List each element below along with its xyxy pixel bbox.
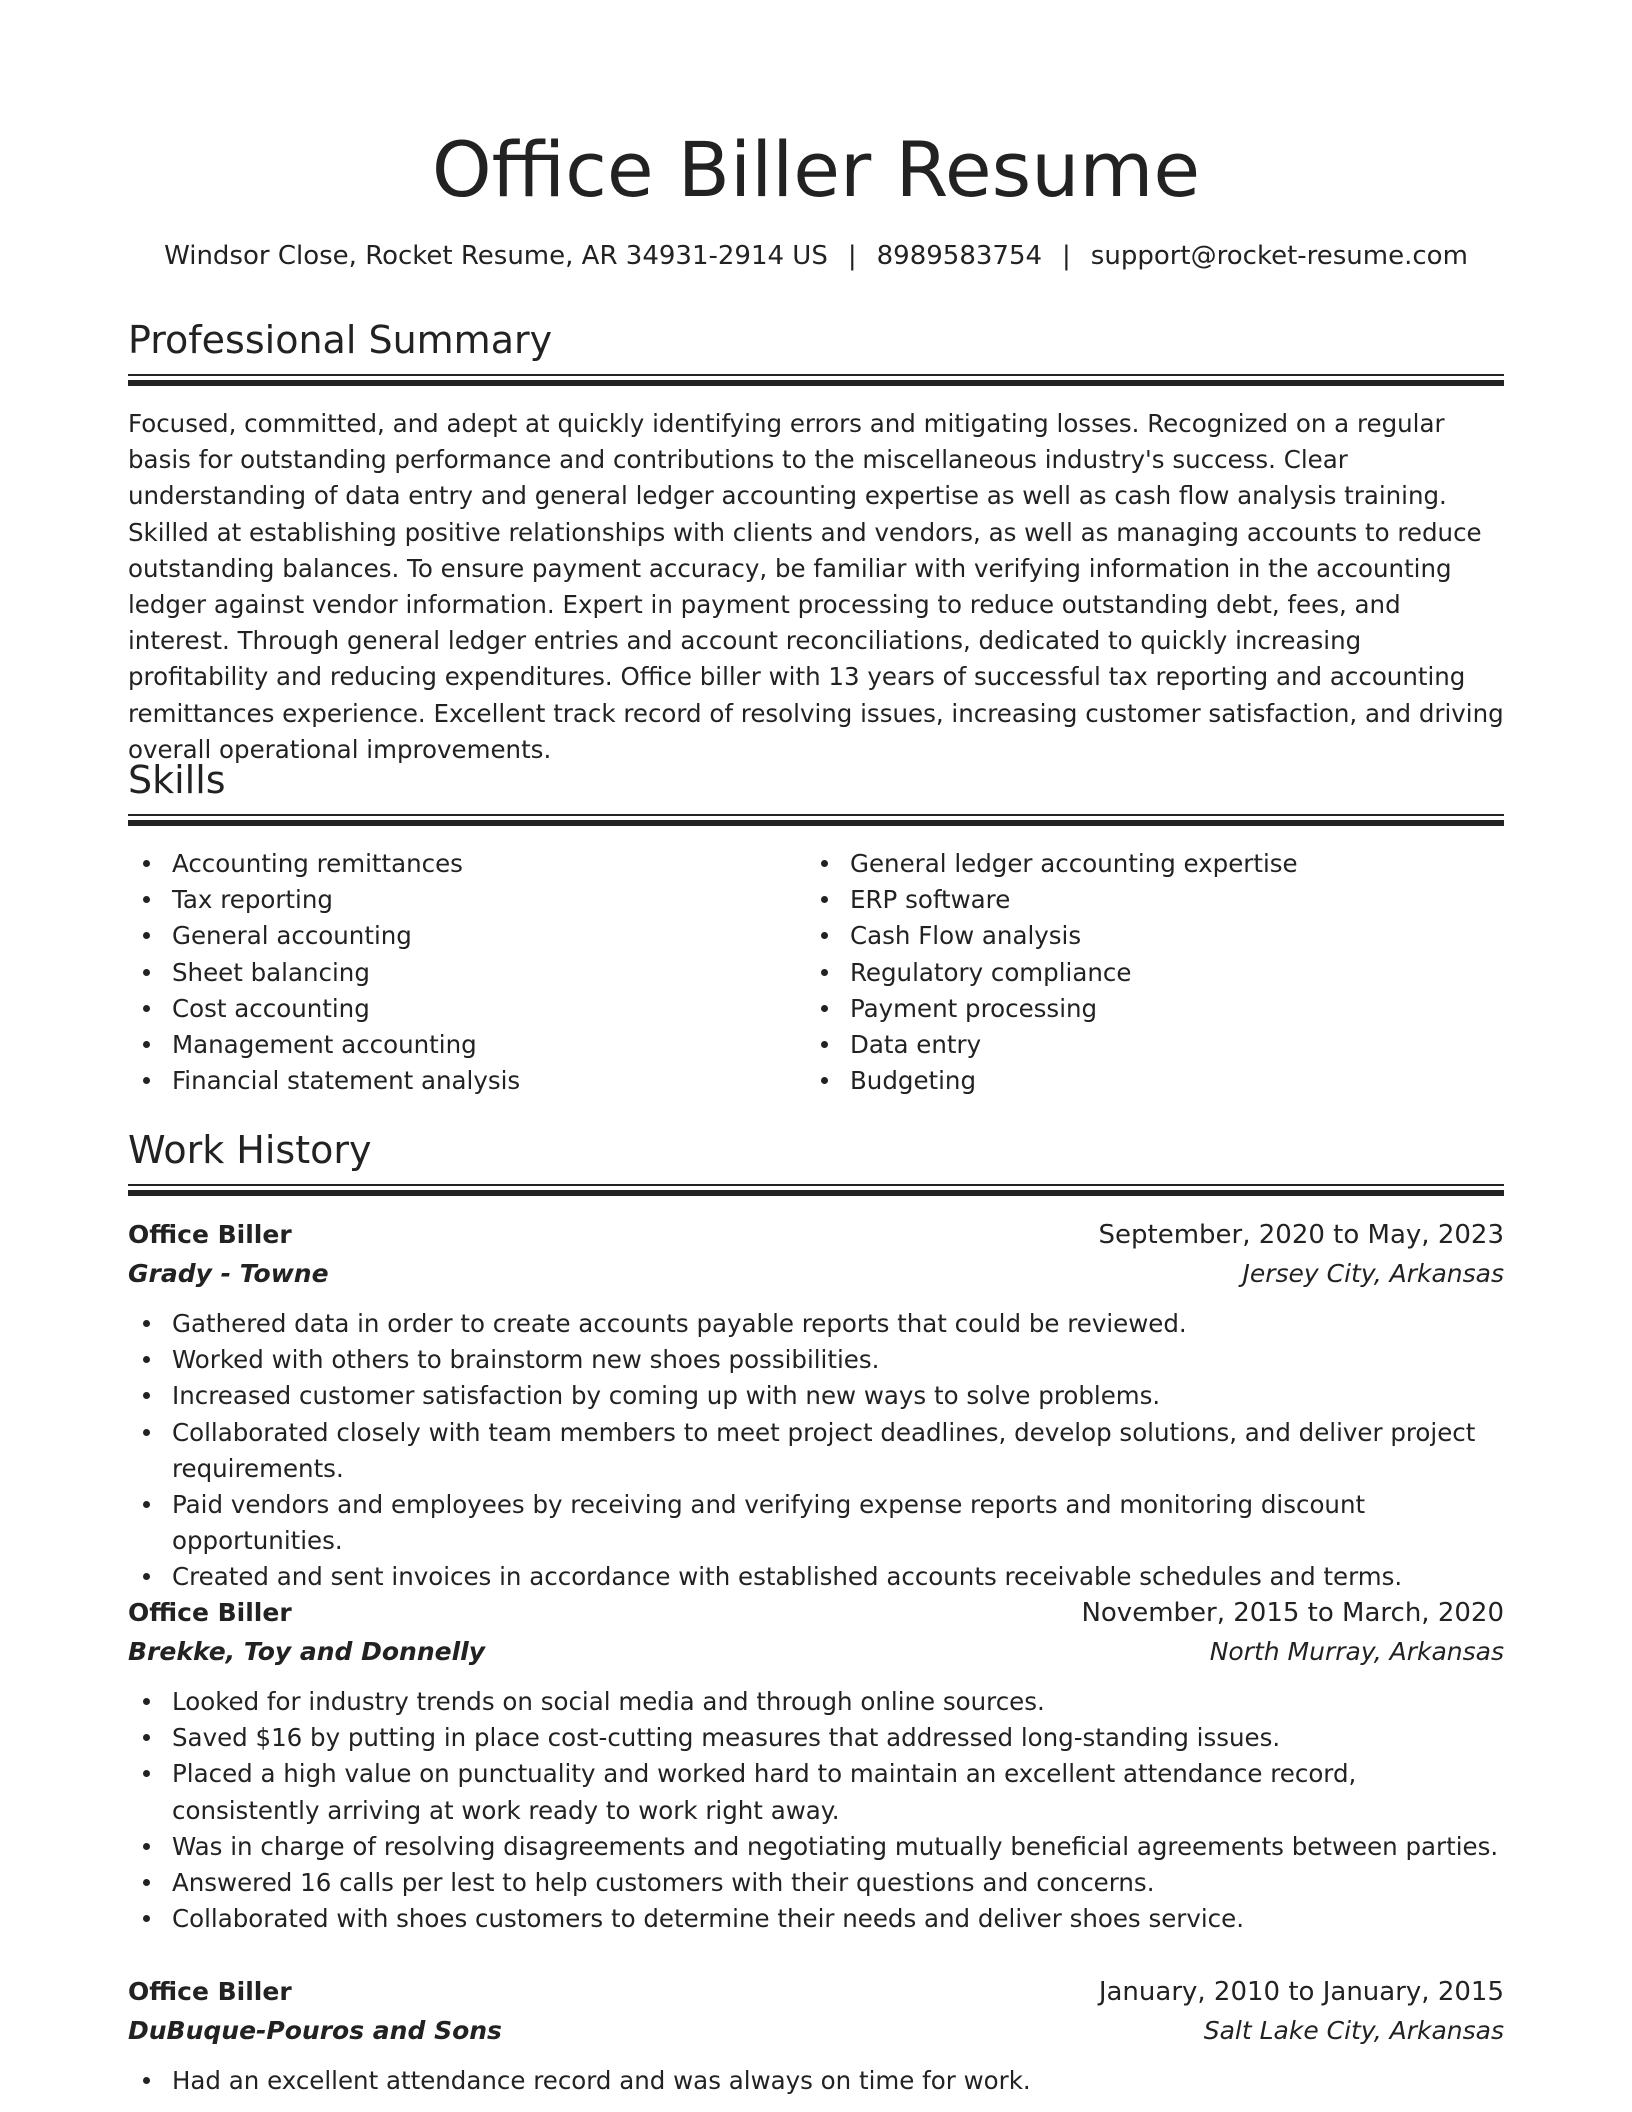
contact-separator: | [1062,241,1071,271]
contact-email: support@rocket-resume.com [1090,241,1468,271]
section-title-work-history: Work History [128,1128,372,1172]
section-divider [128,374,1504,384]
job-dates: September, 2020 to May, 2023 [1098,1220,1504,1250]
skill-item: Cash Flow analysis [806,918,1466,954]
skill-item: General ledger accounting expertise [806,846,1466,882]
skill-item: General accounting [128,918,788,954]
skill-item: Financial statement analysis [128,1063,788,1099]
section-title-skills: Skills [128,758,226,802]
job-entry [128,1594,1504,1937]
job-bullet: Looked for industry trends on social media and through online sources. [128,1684,1504,1720]
contact-phone: 8989583754 [876,241,1043,271]
contact-separator: | [847,241,857,271]
job-bullet: Was in charge of resolving disagreements and negotiating mutually beneficial agreements between parties. [128,1829,1504,1865]
skill-item: Budgeting [806,1063,1466,1099]
job-location: Jersey City, Arkansas [1242,1259,1504,1288]
summary-text: Focused, committed, and adept at quickly identifying errors and mitigating losses. Recognized on a regular basis for outstanding performance and contributions to the miscellaneous industry's success. Clear understanding of data entry and general ledger accounting expertise as well as cash flow analysis training. Skilled at establishing positive relationships with clients and vendors, as well as managing accounts to reduce outstanding balances. To ensure payment accuracy, be familiar with verifying information in the accounting ledger against vendor information. Expert in payment processing to reduce outstanding debt, fees, and interest. Through general ledger entries and account reconciliations, dedicated to quickly increasing profitability and reducing expenditures. Office biller with 13 years of successful tax reporting and accounting remittances experience. Excellent track record of resolving issues, increasing customer satisfaction, and driving overall operational improvements. [128,409,1504,764]
job-bullet: Worked with others to brainstorm new shoes possibilities. [128,1342,1504,1378]
skills-column-left [128,846,788,1099]
job-bullets [128,2063,1504,2099]
job-title: Office Biller [128,1220,292,1249]
job-bullet: Answered 16 calls per lest to help customers with their questions and concerns. [128,1865,1504,1901]
job-title: Office Biller [128,1977,292,2006]
job-location: North Murray, Arkansas [1209,1637,1504,1666]
skill-item: Accounting remittances [128,846,788,882]
job-dates: January, 2010 to January, 2015 [1098,1977,1504,2007]
section-title-summary: Professional Summary [128,318,553,362]
skill-item: Cost accounting [128,991,788,1027]
skills-list-left [128,846,788,1099]
job-bullet: Gathered data in order to create accounts payable reports that could be reviewed. [128,1306,1504,1342]
skill-item: Regulatory compliance [806,955,1466,991]
skills-list-right [806,846,1466,1099]
job-entry [128,1973,1504,2099]
job-bullet: Paid vendors and employees by receiving and verifying expense reports and monitoring discount opportunities. [128,1487,1504,1559]
skill-item: Management accounting [128,1027,788,1063]
contact-line [128,238,1504,274]
job-bullets [128,1306,1504,1596]
job-bullet: Had an excellent attendance record and was always on time for work. [128,2063,1504,2099]
skill-item: Data entry [806,1027,1466,1063]
job-bullet: Increased customer satisfaction by coming up with new ways to solve problems. [128,1378,1504,1414]
job-location: Salt Lake City, Arkansas [1203,2016,1504,2045]
job-bullets [128,1684,1504,1937]
contact-address: Windsor Close, Rocket Resume, AR 34931-2914 US [164,241,828,271]
skill-item: ERP software [806,882,1466,918]
skill-item: Sheet balancing [128,955,788,991]
skill-item: Payment processing [806,991,1466,1027]
job-company: Brekke, Toy and Donnelly [128,1637,486,1666]
job-bullet: Saved $16 by putting in place cost-cutting measures that addressed long-standing issues. [128,1720,1504,1756]
job-dates: November, 2015 to March, 2020 [1081,1598,1504,1628]
skills-column-right [806,846,1466,1099]
job-bullet: Created and sent invoices in accordance with established accounts receivable schedules and terms. [128,1559,1504,1595]
job-bullet: Collaborated closely with team members to meet project deadlines, develop solutions, and deliver project requirements. [128,1415,1504,1487]
section-divider [128,1184,1504,1194]
job-company: DuBuque-Pouros and Sons [128,2016,502,2045]
job-bullet: Collaborated with shoes customers to determine their needs and deliver shoes service. [128,1901,1504,1937]
job-title: Office Biller [128,1598,292,1627]
job-bullet: Placed a high value on punctuality and worked hard to maintain an excellent attendance record, consistently arriving at work ready to work right away. [128,1756,1504,1828]
resume-title: Office Biller Resume [431,125,1201,214]
job-company: Grady - Towne [128,1259,329,1288]
job-entry [128,1216,1504,1596]
section-divider [128,814,1504,824]
skill-item: Tax reporting [128,882,788,918]
